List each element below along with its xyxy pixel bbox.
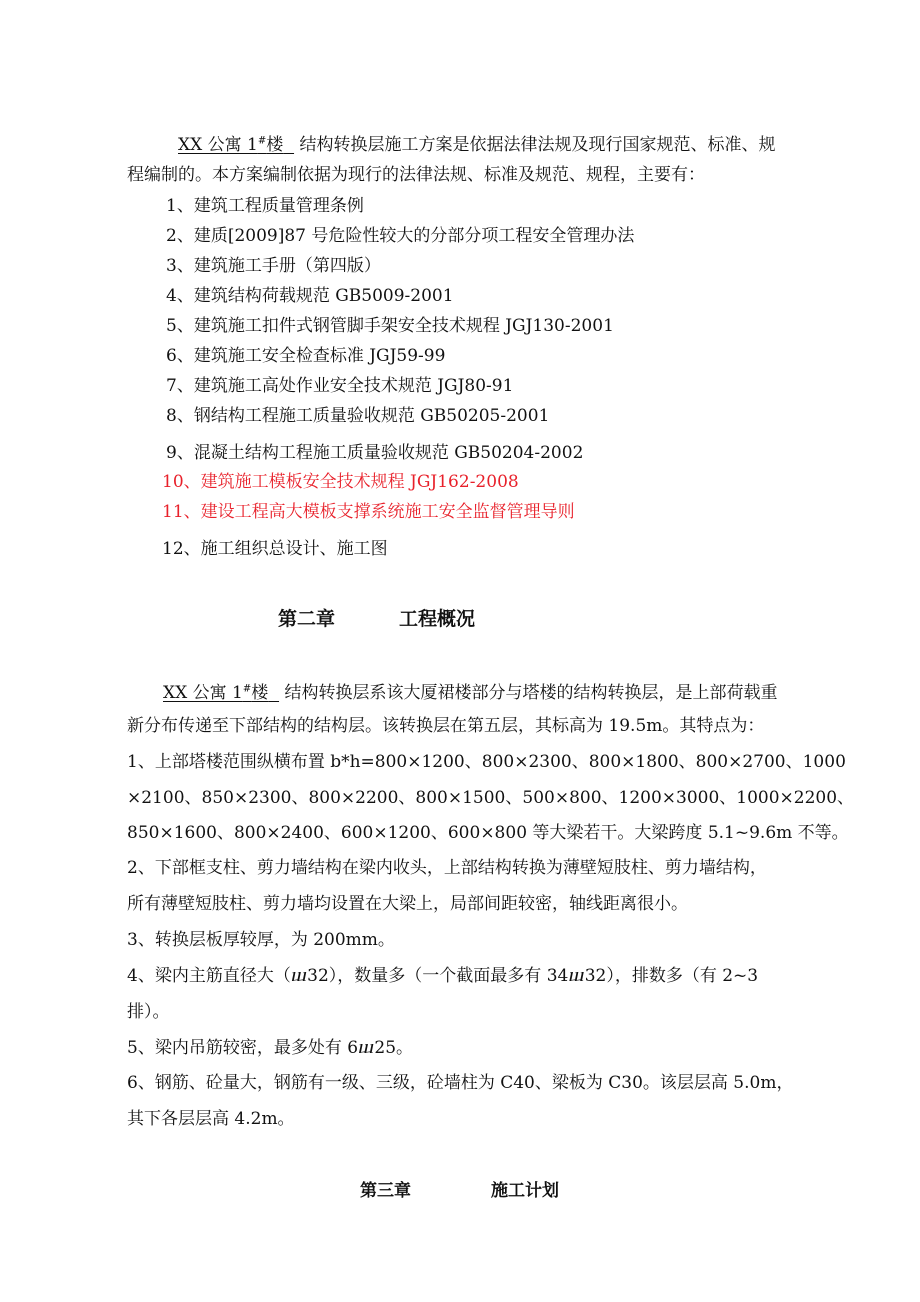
basis-item-6: 6、建筑施工安全检查标准 JGJ59-99 (166, 346, 446, 366)
overview-line-7: 所有薄壁短肢柱、剪力墙均设置在大梁上，局部间距较密，轴线距离很小。 (127, 894, 688, 914)
intro-line-1 (178, 134, 775, 156)
overview-line-3: 1、上部塔楼范围纵横布置 b*h=800×1200、800×2300、800×1800、800×2700、1000 (127, 752, 846, 772)
overview-project-name: XX 公寓 1#楼 (163, 683, 269, 703)
overview-line-5: 850×1600、800×2400、600×1200、600×800 等大梁若干。大梁跨度 5.1~9.6m 不等。 (127, 823, 849, 843)
chapter-2-number: 第二章 (278, 608, 336, 630)
overview-line-9: 4、梁内主筋直径大（ⴍ32），数量多（一个截面最多有 34ⴍ32），排数多（有 2~3 (127, 966, 759, 986)
project-name: XX 公寓 1#楼 (178, 135, 284, 155)
basis-item-5: 5、建筑施工扣件式钢管脚手架安全技术规程 JGJ130-2001 (166, 316, 614, 336)
basis-item-2: 2、建质[2009]87 号危险性较大的分部分项工程安全管理办法 (166, 226, 635, 246)
overview-text: 结构转换层系该大厦裙楼部分与塔楼的结构转换层，是上部荷载重 (284, 683, 778, 703)
basis-item-7: 7、建筑施工高处作业安全技术规范 JGJ80-91 (166, 376, 514, 396)
overview-line-1 (163, 682, 777, 704)
overview-line-12: 6、钢筋、砼量大，钢筋有一级、三级，砼墙柱为 C40、梁板为 C30。该层层高 5.0m， (127, 1073, 794, 1093)
basis-item-1: 1、建筑工程质量管理条例 (166, 196, 364, 216)
basis-item-4: 4、建筑结构荷载规范 GB5009-2001 (166, 286, 454, 306)
overview-line-6: 2、下部框支柱、剪力墙结构在梁内收头，上部结构转换为薄壁短肢柱、剪力墙结构， (127, 858, 767, 878)
basis-item-10: 10、建筑施工模板安全技术规程 JGJ162-2008 (162, 472, 519, 492)
overview-line-4: ×2100、850×2300、800×2200、800×1500、500×800、1200×3000、1000×2200、 (127, 788, 855, 808)
chapter-3-number: 第三章 (360, 1181, 411, 1201)
chapter-3-heading (360, 1180, 559, 1202)
basis-item-3: 3、建筑施工手册（第四版） (166, 256, 381, 276)
intro-text: 结构转换层施工方案是依据法律法规及现行国家规范、标准、规 (299, 135, 776, 155)
basis-item-9: 9、混凝土结构工程施工质量验收规范 GB50204-2002 (166, 443, 584, 463)
chapter-3-title: 施工计划 (491, 1181, 559, 1201)
intro-line-2: 程编制的。本方案编制依据为现行的法律法规、标准及规范、规程，主要有： (127, 165, 705, 185)
basis-item-11: 11、建设工程高大模板支撑系统施工安全监督管理导则 (162, 502, 575, 522)
overview-line-11: 5、梁内吊筋较密，最多处有 6ⴍ25。 (127, 1038, 414, 1058)
overview-line-10: 排）。 (127, 1002, 170, 1022)
basis-item-12: 12、施工组织总设计、施工图 (162, 539, 388, 559)
chapter-2-heading (278, 606, 475, 632)
overview-line-13: 其下各层层高 4.2m。 (127, 1109, 295, 1129)
overview-line-8: 3、转换层板厚较厚，为 200mm。 (127, 930, 395, 950)
chapter-2-title: 工程概况 (399, 608, 476, 630)
basis-item-8: 8、钢结构工程施工质量验收规范 GB50205-2001 (166, 406, 550, 426)
overview-line-2: 新分布传递至下部结构的结构层。该转换层在第五层，其标高为 19.5m。其特点为： (127, 716, 765, 736)
